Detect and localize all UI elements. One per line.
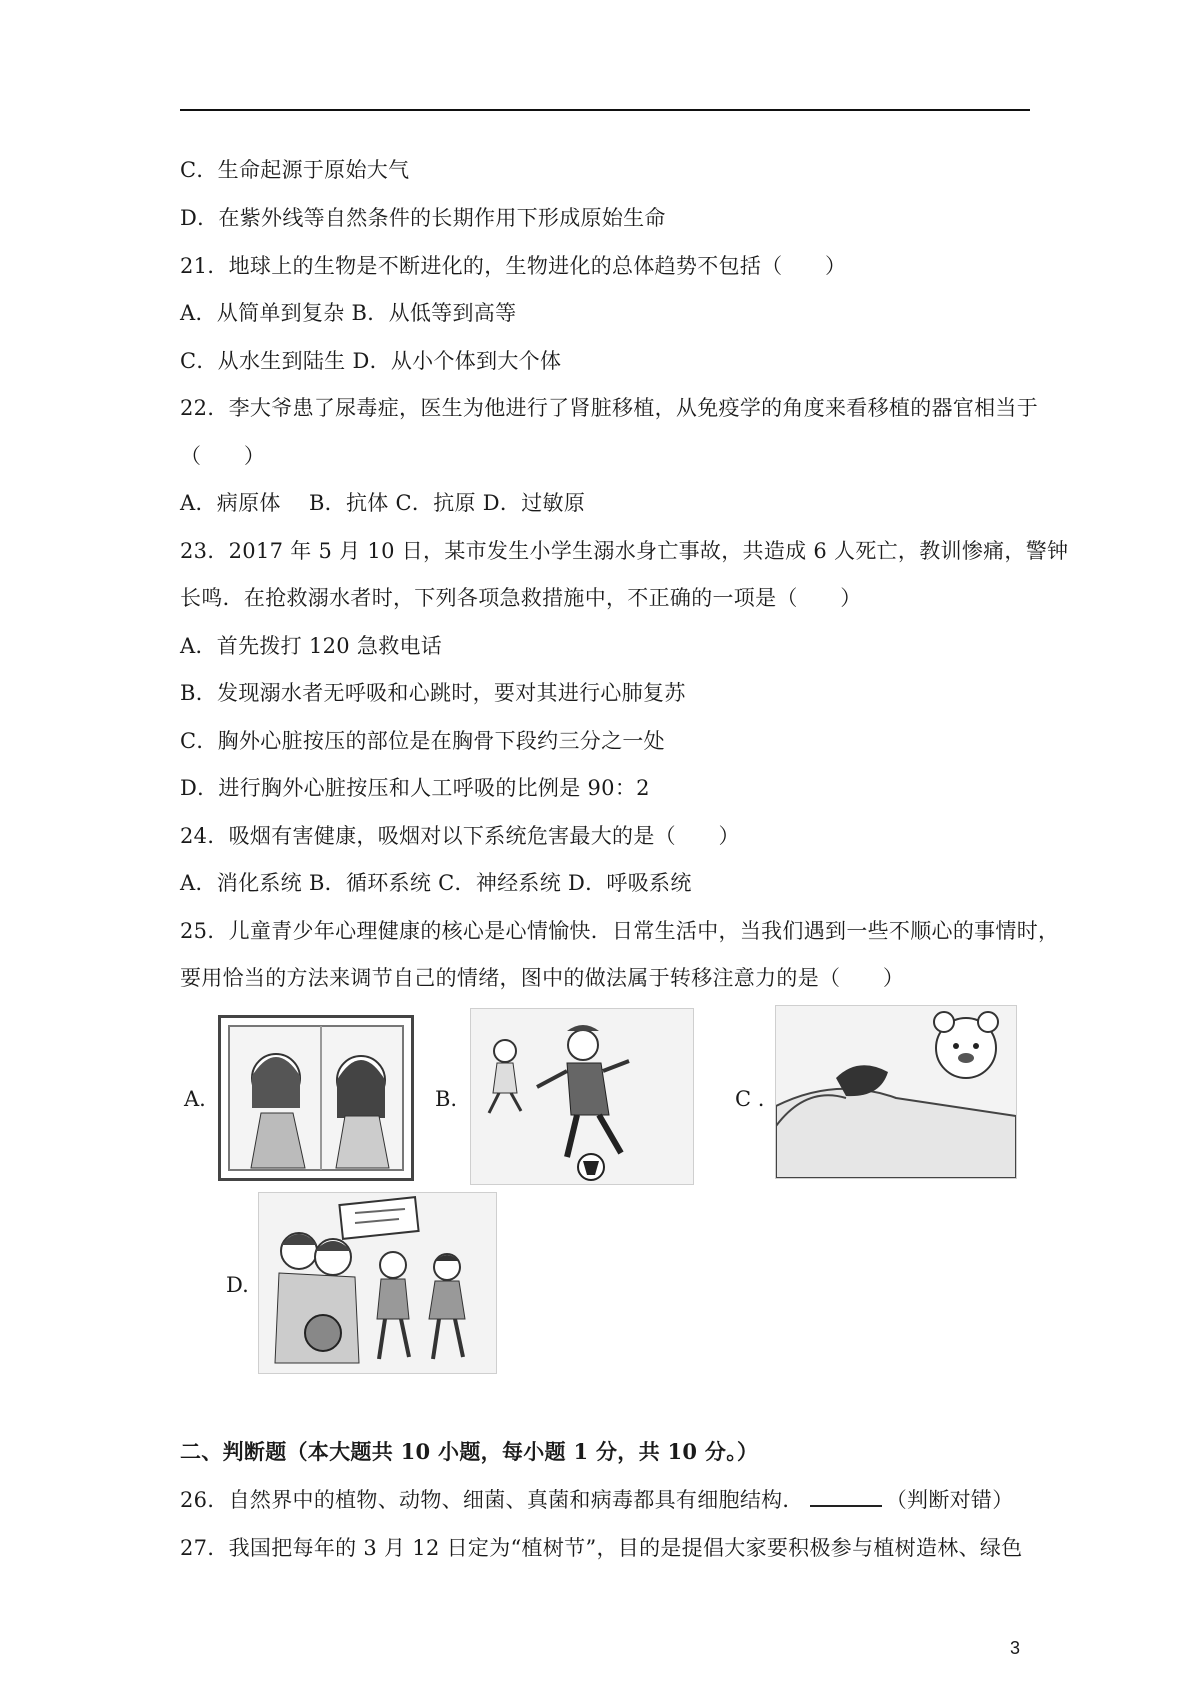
- question-21-options-ab: A．从简单到复杂 B．从低等到高等: [180, 301, 517, 325]
- question-22-stem-cont: （ ）: [180, 444, 266, 468]
- question-21-stem: 21．地球上的生物是不断进化的，生物进化的总体趋势不包括（ ）: [180, 254, 847, 278]
- question-24-stem: 24．吸烟有害健康，吸烟对以下系统危害最大的是（ ）: [180, 824, 740, 848]
- question-23-option-a: A．首先拨打 120 急救电话: [180, 634, 443, 658]
- question-25-stem-cont: 要用恰当的方法来调节自己的情绪，图中的做法属于转移注意力的是（ ）: [180, 966, 905, 990]
- question-23-stem: 23．2017 年 5 月 10 日，某市发生小学生溺水身亡事故，共造成 6 人死亡，教训惨痛，警钟: [180, 539, 1069, 563]
- section-2-heading: 二、判断题（本大题共 10 小题，每小题 1 分，共 10 分。）: [180, 1439, 759, 1464]
- question-20-option-d: D．在紫外线等自然条件的长期作用下形成原始生命: [180, 206, 666, 230]
- question-23-option-d: D．进行胸外心脏按压和人工呼吸的比例是 90：2: [180, 776, 650, 800]
- option-b-image: [470, 1008, 694, 1185]
- question-24-options: A．消化系统 B．循环系统 C．神经系统 D．呼吸系统: [180, 871, 692, 895]
- option-d-image: [258, 1192, 497, 1374]
- option-c-label: C .: [735, 1087, 765, 1111]
- question-23-option-c: C．胸外心脏按压的部位是在胸骨下段约三分之一处: [180, 729, 665, 753]
- question-21-options-cd: C．从水生到陆生 D．从小个体到大个体: [180, 349, 562, 373]
- question-25-stem: 25．儿童青少年心理健康的核心是心情愉快．日常生活中，当我们遇到一些不顺心的事情时，: [180, 919, 1060, 943]
- page-number: 3: [1010, 1638, 1021, 1658]
- header-rule: [180, 109, 1030, 111]
- option-a-label: A.: [184, 1087, 206, 1111]
- question-22-stem: 22．李大爷患了尿毒症，医生为他进行了肾脏移植，从免疫学的角度来看移植的器官相当于: [180, 396, 1039, 420]
- question-23-option-b: B．发现溺水者无呼吸和心跳时，要对其进行心肺复苏: [180, 681, 686, 705]
- question-22-options: A．病原体 B．抗体 C．抗原 D．过敏原: [180, 491, 586, 515]
- answer-blank[interactable]: [810, 1485, 882, 1507]
- question-26-text: 26．自然界中的植物、动物、细菌、真菌和病毒都具有细胞结构．: [180, 1488, 804, 1512]
- question-27-stem: 27．我国把每年的 3 月 12 日定为“植树节”，目的是提倡大家要积极参与植树造林、绿色: [180, 1536, 1023, 1560]
- question-23-stem-cont: 长鸣．在抢救溺水者时，下列各项急救措施中，不正确的一项是（ ）: [180, 586, 862, 610]
- option-b-label: B.: [435, 1087, 458, 1111]
- question-26-instruction: （判断对错）: [885, 1488, 1014, 1512]
- question-26: [180, 1485, 1014, 1515]
- option-c-image: [775, 1005, 1017, 1179]
- option-a-image: [218, 1015, 414, 1181]
- question-20-option-c: C．生命起源于原始大气: [180, 158, 410, 182]
- option-d-label: D.: [226, 1273, 249, 1297]
